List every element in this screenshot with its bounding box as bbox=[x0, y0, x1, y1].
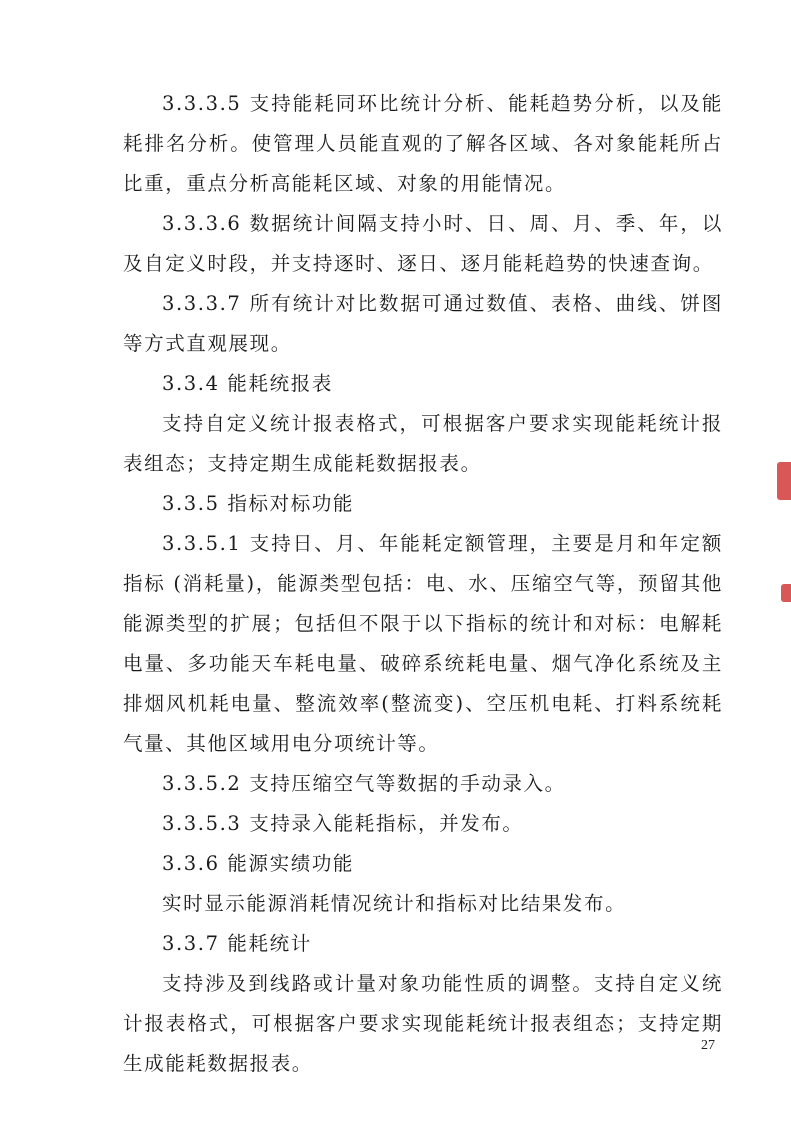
paragraph-3-3-3-5: 3.3.3.5 支持能耗同环比统计分析、能耗趋势分析，以及能耗排名分析。使管理人员能直观的了解各区域、各对象能耗所占比重，重点分析高能耗区域、对象的用能情况。 bbox=[123, 92, 723, 195]
paragraph-energy-statistics: 支持涉及到线路或计量对象功能性质的调整。支持自定义统计报表格式，可根据客户要求实现能耗统计报表组态；支持定期生成能耗数据报表。 bbox=[123, 972, 723, 1075]
paragraph-3-3-5-1: 3.3.5.1 支持日、月、年能耗定额管理，主要是月和年定额指标 (消耗量)，能源类型包括：电、水、压缩空气等，预留其他能源类型的扩展；包括但不限于以下指标的统计和对标：电解耗电量、多功能天车耗电量、破碎系统耗电量、烟气净化系统及主排烟风机耗电量、整流效率(整流变)、空压机电耗、打料系统耗气量、其他区域用电分项统计等。 bbox=[123, 532, 723, 755]
seal-stamp-fragment-top bbox=[777, 462, 791, 500]
page-content bbox=[123, 84, 723, 1084]
seal-stamp-fragment-bottom bbox=[781, 584, 791, 602]
page-number: 27 bbox=[701, 1038, 715, 1053]
paragraph-3-3-5-3: 3.3.5.3 支持录入能耗指标，并发布。 bbox=[162, 812, 524, 835]
section-heading-3-3-5: 3.3.5 指标对标功能 bbox=[162, 492, 355, 515]
section-heading-3-3-6: 3.3.6 能源实绩功能 bbox=[162, 852, 355, 875]
paragraph-3-3-3-7: 3.3.3.7 所有统计对比数据可通过数值、表格、曲线、饼图等方式直观展现。 bbox=[123, 292, 723, 355]
paragraph-3-3-5-2: 3.3.5.2 支持压缩空气等数据的手动录入。 bbox=[162, 772, 566, 795]
section-heading-3-3-7: 3.3.7 能耗统计 bbox=[162, 932, 312, 955]
section-heading-3-3-4: 3.3.4 能耗统报表 bbox=[162, 372, 333, 395]
paragraph-report-format: 支持自定义统计报表格式，可根据客户要求实现能耗统计报表组态；支持定期生成能耗数据报表。 bbox=[123, 412, 723, 475]
paragraph-3-3-3-6: 3.3.3.6 数据统计间隔支持小时、日、周、月、季、年，以及自定义时段，并支持逐时、逐日、逐月能耗趋势的快速查询。 bbox=[123, 212, 723, 275]
paragraph-realtime-display: 实时显示能源消耗情况统计和指标对比结果发布。 bbox=[162, 892, 627, 915]
